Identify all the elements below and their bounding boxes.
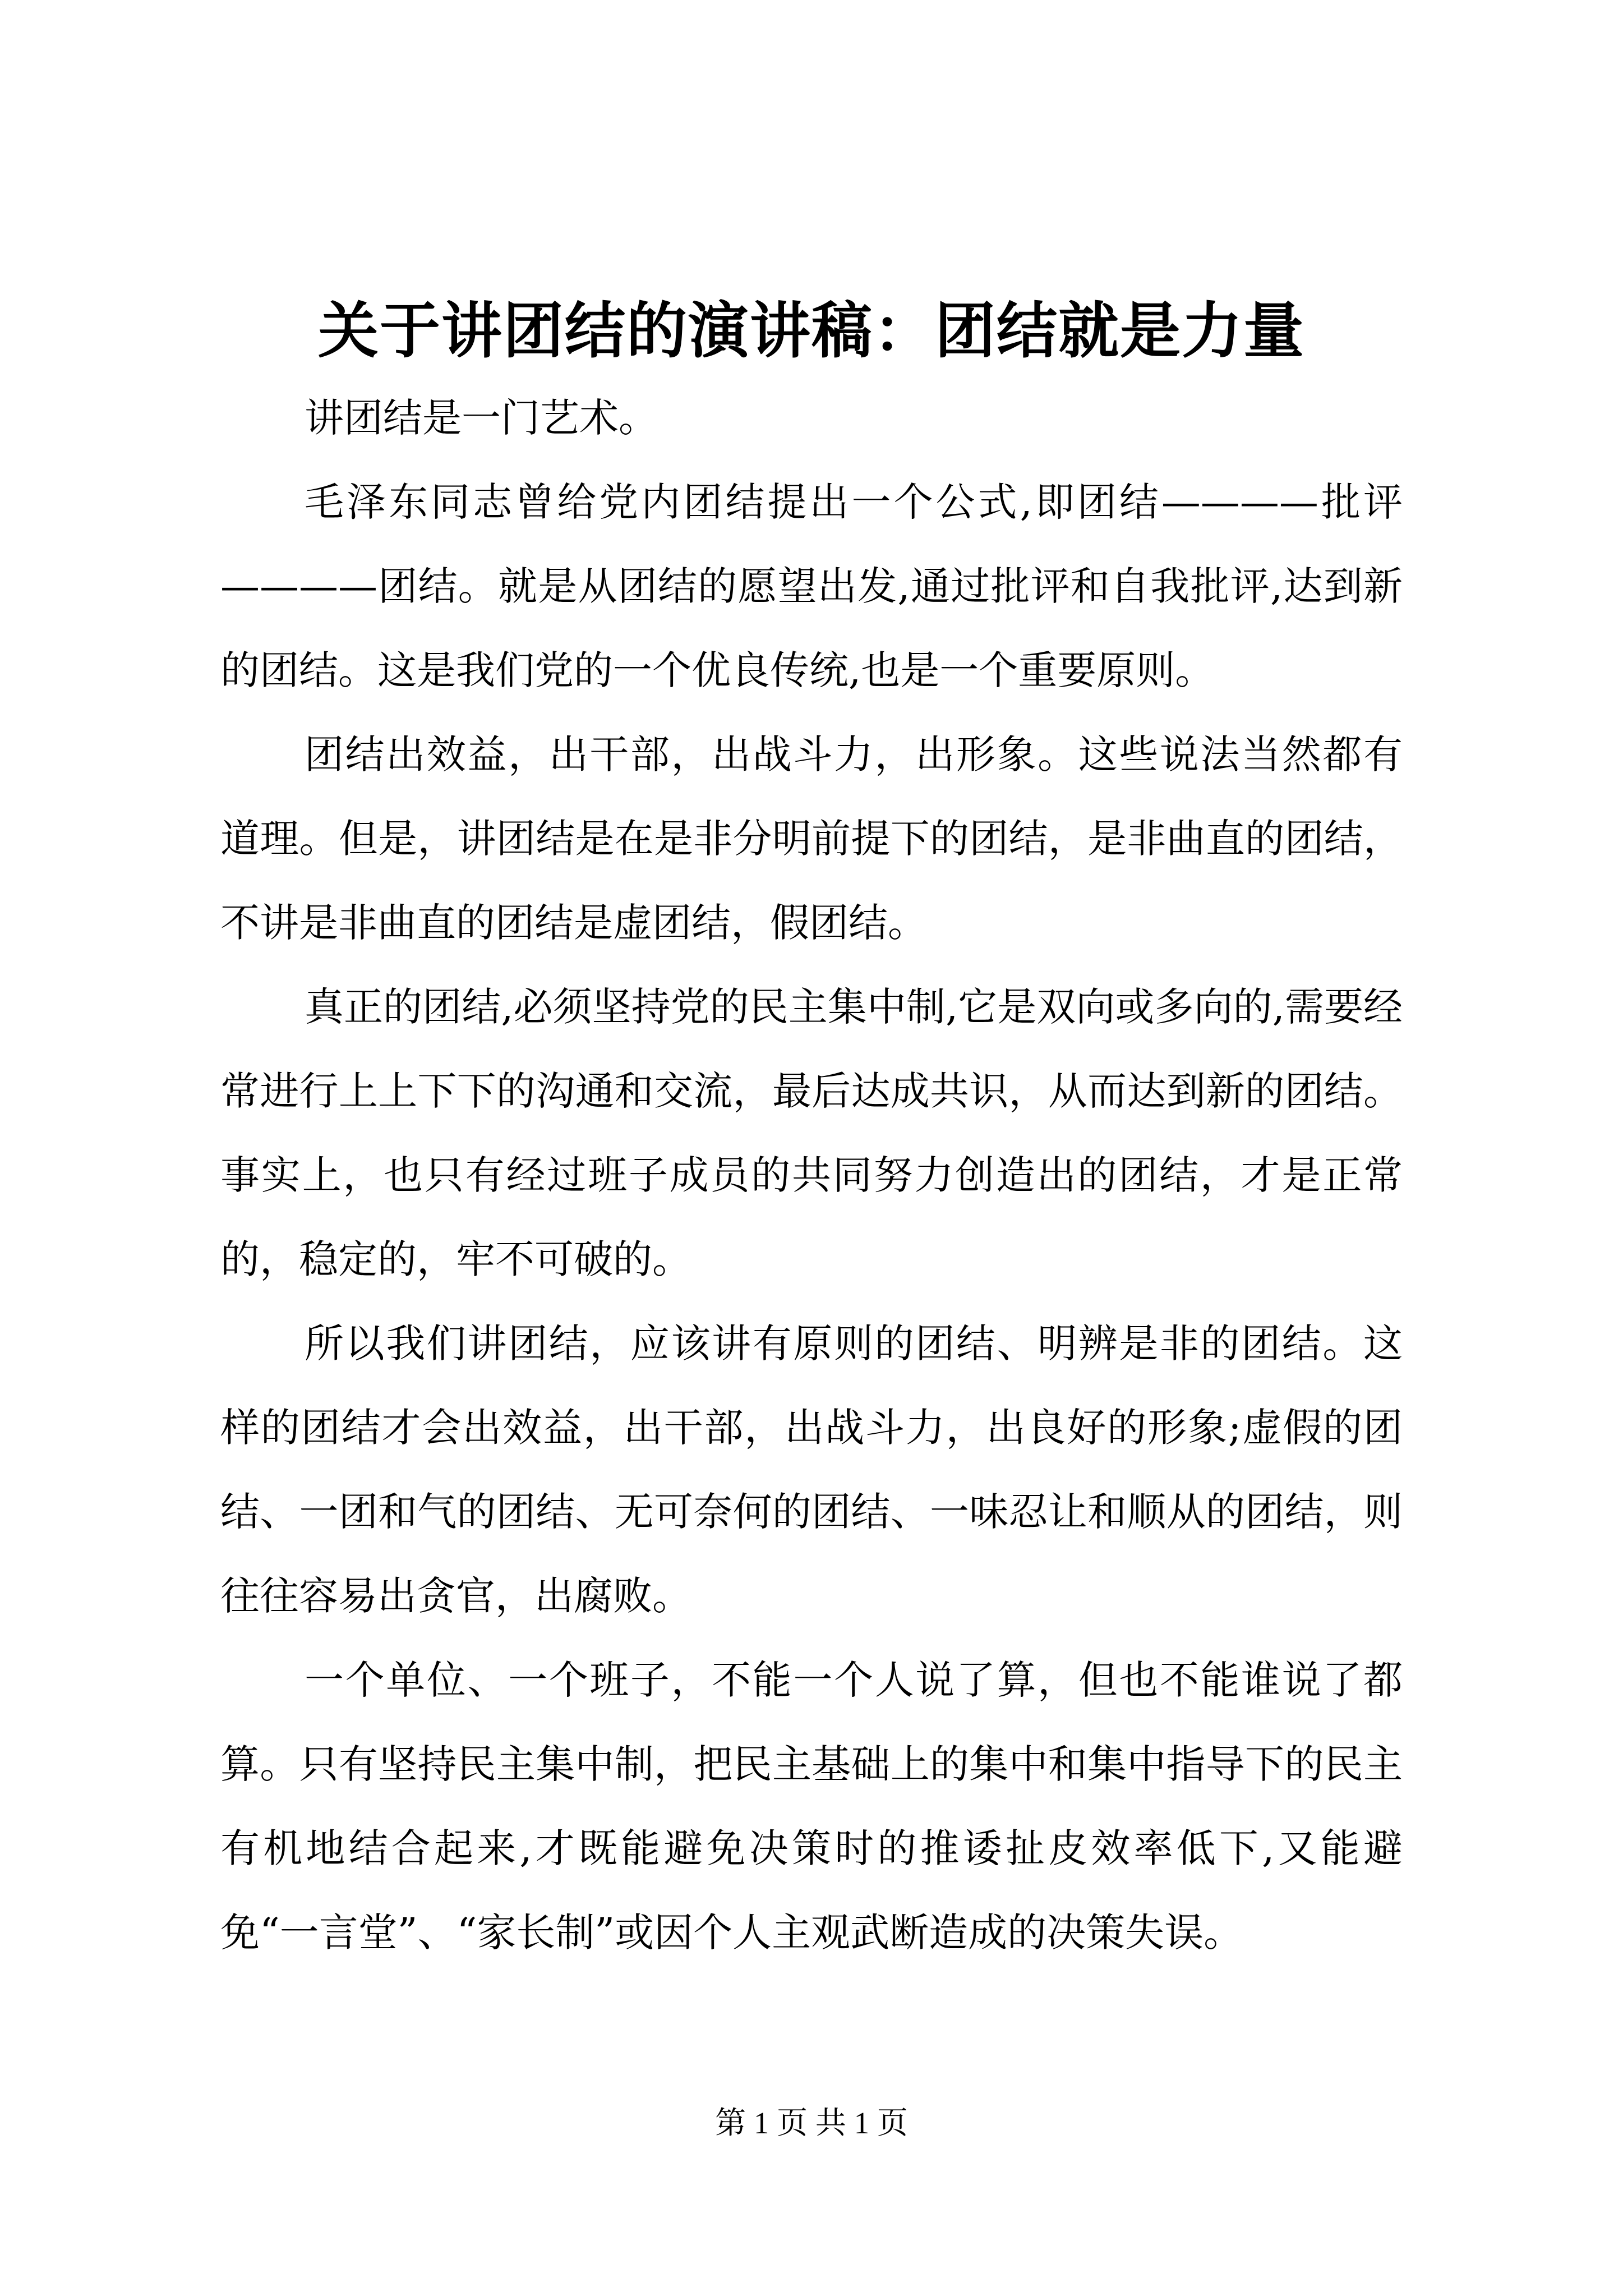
paragraph-2: 毛泽东同志曾给党内团结提出一个公式,即团结————批评————团结。就是从团结的愿望出发,通过批评和自我批评,达到新的团结。这是我们党的一个优良传统,也是一个重要原则。 <box>220 479 1403 693</box>
document-body <box>220 376 1403 1975</box>
page-number-footer: 第 1 页 共 1 页 <box>715 2106 908 2140</box>
paragraph-1: 讲团结是一门艺术。 <box>305 395 658 441</box>
paragraph-3: 团结出效益，出干部，出战斗力，出形象。这些说法当然都有道理。但是，讲团结是在是非分明前提下的团结，是非曲直的团结，不讲是非曲直的团结是虚团结，假团结。 <box>220 731 1403 946</box>
paragraph-5: 所以我们讲团结，应该讲有原则的团结、明辨是非的团结。这样的团结才会出效益，出干部，出战斗力，出良好的形象;虚假的团结、一团和气的团结、无可奈何的团结、一味忍让和顺从的团结，则往往容易出贪官，出腐败。 <box>220 1320 1403 1619</box>
document-title: 关于讲团结的演讲稿：团结就是力量 <box>317 296 1305 366</box>
paragraph-6: 一个单位、一个班子，不能一个人说了算，但也不能谁说了都算。只有坚持民主集中制，把民主基础上的集中和集中指导下的民主有机地结合起来,才既能避免决策时的推诿扯皮效率低下,又能避免“一言堂”、“家长制”或因个人主观武断造成的决策失误。 <box>220 1657 1403 1955</box>
paragraph-4: 真正的团结,必须坚持党的民主集中制,它是双向或多向的,需要经常进行上上下下的沟通和交流，最后达成共识，从而达到新的团结。事实上，也只有经过班子成员的共同努力创造出的团结，才是正常的，稳定的，牢不可破的。 <box>220 984 1403 1282</box>
